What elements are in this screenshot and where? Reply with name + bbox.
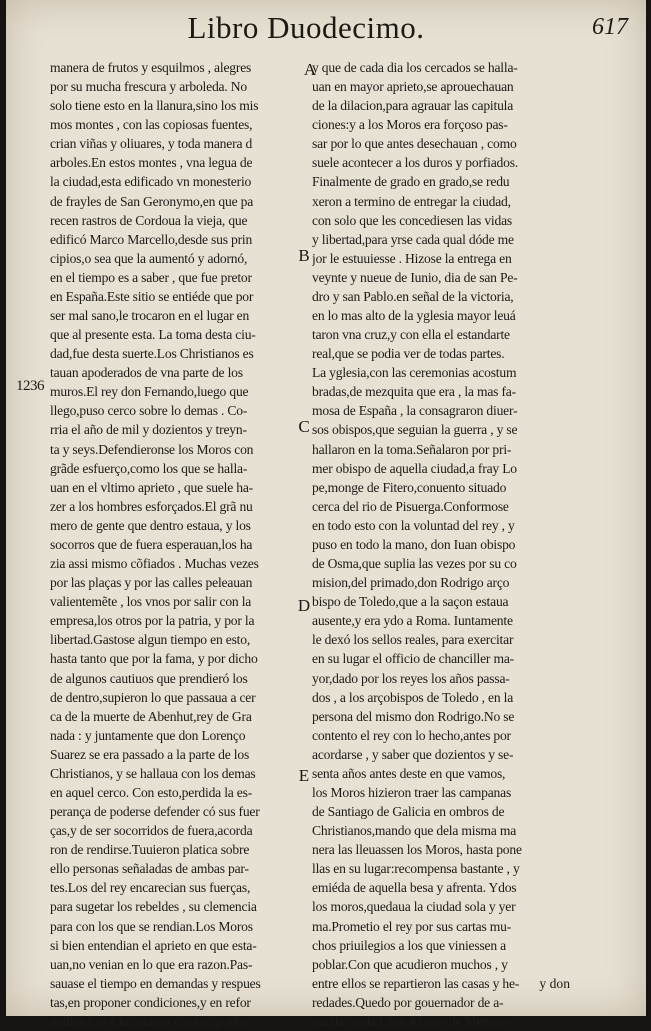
text-line: jor le estuuiesse . Hizose la entrega en [312, 250, 512, 266]
text-line: zia assi mismo cõfiados . Muchas vezes [50, 556, 259, 572]
text-line: le dexó los sellos reales, para exercitar [312, 632, 514, 648]
text-line: socorros que de fuera esperauan,los ha [50, 536, 253, 552]
text-line: Finalmente de grado en grado,se redu [312, 174, 510, 190]
text-line: Suarez se era passado a la parte de los [50, 746, 250, 762]
text-line: poblar.Con que acudieron muchos , y [312, 956, 508, 972]
text-line: los Moros hizieron traer las campanas [312, 784, 512, 800]
text-line: chos priuilegios a los que viniessen a [312, 937, 507, 953]
text-line: ciones:y a los Moros era forçoso pas- [312, 117, 508, 133]
text-line: de Osma,que suplia las vezes por su co [312, 556, 517, 572]
text-line: bispo de Toledo,que a la saçon estaua [312, 594, 509, 610]
text-line: tauan apoderados de vna parte de los [50, 365, 243, 381]
text-line: ma.Prometio el rey por sus cartas mu- [312, 918, 512, 934]
gutter-letter-c: C [298, 417, 310, 436]
text-line: empresa,los otros por la patria, y por la [50, 613, 255, 629]
text-line: por las plaças y por las calles peleauan [50, 575, 253, 591]
text-line: acordarse , y saber que dozientos y se- [312, 746, 514, 762]
text-line: veynte y nueue de Iunio, dia de san Pe- [312, 269, 518, 285]
text-line: sar por lo que antes desechauan , como [312, 136, 517, 152]
text-line: en aquel cerco. Con esto,perdida la es- [50, 784, 253, 800]
text-line: tas,en proponer condiciones,y en refor [50, 994, 251, 1010]
text-line: sauase el tiempo en demandas y respues [50, 975, 261, 991]
text-line: para con los que se rendian.Los Moros [50, 918, 253, 934]
text-line: xeron a termino de entregar la ciudad, [312, 193, 511, 209]
text-line: de la dilacion,para agrauar las capitula [312, 98, 514, 114]
text-line: dos , a los arçobispos de Toledo , en la [312, 689, 514, 705]
text-line: los moros,quedaua la ciudad sola y yer [312, 899, 516, 915]
text-line: dro y san Pablo.en señal de la victoria, [312, 288, 514, 304]
text-line: mallas.Los Christianos vista su porfia, [50, 1013, 251, 1029]
text-line: en el tiempo es a saber , que fue pretor [50, 269, 252, 285]
text-line: ças,y de ser socorridos de fuera,acorda [50, 823, 253, 839]
text-line: por su mucha frescura y arboleda. No [50, 79, 248, 95]
text-line: en España.Este sitio se entiéde que por [50, 288, 254, 304]
text-line: nera las lleuassen los Moros, hasta pone [312, 842, 522, 858]
text-line: puso en todo la mano, don Iuan obispo [312, 536, 516, 552]
text-line: llego,puso cerco sobre lo demas . Co- [50, 403, 248, 419]
text-line: suele acontecer a los duros y porfiados. [312, 155, 519, 171]
text-line: rria el año de mil y dozientos y treyn- [50, 422, 247, 438]
text-line: mision,del primado,don Rodrigo arço [312, 575, 510, 591]
text-line: de frayles de San Geronymo,en que pa [50, 193, 254, 209]
text-line: grãde esfuerço,como los que se halla- [50, 460, 248, 476]
text-line: hallaron en la toma.Señalaron por pri- [312, 441, 512, 457]
text-line: de Santiago de Galicia en ombros de [312, 804, 505, 820]
text-line: con solo que les concediesen las vidas [312, 212, 513, 228]
text-line: ta y seys.Defendieronse los Moros con [50, 441, 254, 457]
text-line: libertad.Gastose algun tiempo en esto, [50, 632, 251, 648]
text-line: sos obispos,que seguian la guerra , y se [312, 422, 518, 438]
text-line: mero de gente que dentro estaua, y los [50, 517, 251, 533]
text-line: la ciudad,esta edificado vn monesterio [50, 174, 252, 190]
text-line: redades.Quedo por gouernador de a- [312, 994, 504, 1010]
text-line: entre ellos se repartieron las casas y he- [312, 975, 520, 991]
text-line: persona del mismo don Rodrigo.No se [312, 708, 515, 724]
text-line: uan en el vltimo aprieto , que suele ha- [50, 479, 254, 495]
gutter-letter-e: E [298, 766, 310, 785]
text-line: valientemẽte , los vnos por salir con la [50, 594, 252, 610]
text-line: quella ciudad,don Alonso de Meneses: [312, 1013, 515, 1029]
text-line: cerca del rio de Pisuerga.Conformose [312, 498, 509, 514]
gutter-letter-b: B [298, 246, 310, 265]
text-line: en su lugar el officio de chanciller ma- [312, 651, 514, 667]
text-line: mer obispo de aquella ciudad,a fray Lo [312, 460, 517, 476]
gutter-letter-d: D [297, 596, 311, 615]
text-line: muros.El rey don Fernando,luego que [50, 384, 249, 400]
text-line: para sugetar los rebeldes , su clemencia [50, 899, 257, 915]
text-line: bradas,de mezquita que era , la mas fa- [312, 384, 516, 400]
text-line: si bien entendian el aprieto en que esta- [50, 937, 257, 953]
text-line: cipios,o sea que la aumentó y adornó, [50, 250, 248, 266]
catchword: y don [539, 976, 570, 991]
text-line: en todo esto con la voluntad del rey , y [312, 517, 515, 533]
text-line: crian viñas y oliuares, y toda manera d [50, 136, 253, 152]
text-line: Christianos, y se hallaua con los demas [50, 765, 256, 781]
text-line: y libertad,para yrse cada qual dóde me [312, 231, 514, 247]
text-line: La yglesia,con las ceremonias acostum [312, 365, 517, 381]
text-line: perança de poderse defender có sus fuer [50, 804, 260, 820]
text-line: ausente,y era ydo a Roma. Iuntamente [312, 613, 513, 629]
left-text-column [50, 58, 296, 1031]
text-line: pe,monge de Fitero,conuento situado [312, 479, 507, 495]
text-line: ser mal sano,le trocaron en el lugar en [50, 308, 250, 324]
text-line: en lo mas alto de la yglesia mayor leuá [312, 308, 516, 324]
text-line: ca de la muerte de Abenhut,rey de Gra [50, 708, 252, 724]
margin-year-note: 1236 [16, 378, 44, 394]
text-line: llas en su lugar:recompensa bastante , y [312, 861, 520, 877]
text-line: tes.Los del rey encarecian sus fuerças, [50, 880, 251, 896]
gutter-letter-a: A [303, 60, 317, 79]
text-line: ello personas señaladas de ambas par- [50, 861, 249, 877]
text-line: emiéda de aquella besa y afrenta. Ydos [312, 880, 517, 896]
text-line: mosa de España , la consagraron diuer- [312, 403, 518, 419]
text-line: y que de cada dia los cercados se halla- [312, 60, 518, 75]
text-line: uan en mayor aprieto,se aprouechauan [312, 79, 514, 95]
text-line: zer a los hombres esforçados.El grã nu [50, 498, 253, 514]
text-line: dad,fue desta suerte.Los Christianos es [50, 346, 254, 362]
text-line: Christianos,mando que dela misma ma [312, 823, 517, 839]
text-line: hasta tanto que por la fama, y por dicho [50, 651, 258, 667]
right-text-column [312, 58, 570, 1031]
text-line: real,que se podia ver de todas partes. [312, 346, 505, 362]
text-line: yor,dado por los reyes los años passa- [312, 670, 510, 686]
folio-number: 617 [592, 14, 628, 40]
text-line: de algunos cautiuos que prendieró los [50, 670, 248, 686]
text-line: senta años antes deste en que vamos, [312, 765, 506, 781]
text-line: edificó Marco Marcello,desde sus prin [50, 231, 253, 247]
text-line: de dentro,supieron lo que passaua a cer [50, 689, 256, 705]
text-line: mos montes , con las copiosas fuentes, [50, 117, 253, 133]
text-line: nada : y juntamente que don Lorenço [50, 727, 246, 743]
text-line: arboles.En estos montes , vna legua de [50, 155, 253, 171]
text-line: contento el rey con lo hecho,antes por [312, 727, 511, 743]
text-line: ron de rendirse.Tuuieron platica sobre [50, 842, 250, 858]
text-line: que al presente esta. La toma desta ciu- [50, 327, 256, 343]
book-page [6, 0, 646, 1029]
running-title: Libro Duodecimo. [187, 10, 425, 45]
text-line: taron vna cruz,y con ella el estandarte [312, 327, 510, 343]
text-line: manera de frutos y esquilmos , alegres [50, 60, 252, 75]
text-line: solo tiene esto en la llanura,sino los mis [50, 98, 259, 114]
text-line: uan,no venian en lo que era razon.Pas- [50, 956, 253, 972]
text-line: recen rastros de Cordoua la vieja, que [50, 212, 248, 228]
